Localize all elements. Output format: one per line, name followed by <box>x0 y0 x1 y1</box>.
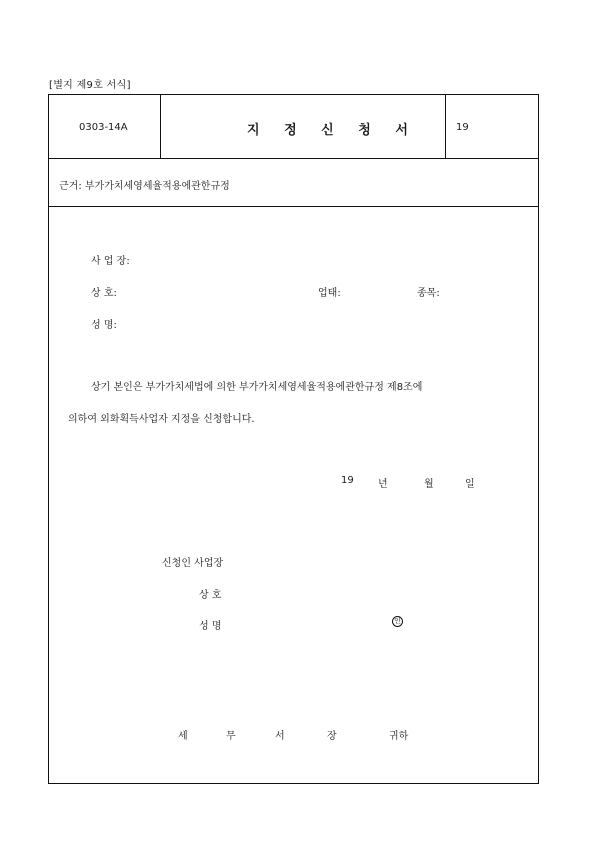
header-divider-right <box>445 95 446 158</box>
date-year-unit: 년 <box>378 479 388 490</box>
trade-name-label: 상 호: <box>91 288 117 299</box>
business-place-label: 사 업 장: <box>91 256 130 267</box>
item-label: 종목: <box>417 288 440 299</box>
recipient-char-2: 무 <box>226 731 236 742</box>
basis-bottom-rule <box>49 206 538 207</box>
application-form <box>48 94 539 784</box>
recipient-honorific: 귀하 <box>389 731 409 742</box>
form-number-label: [별지 제9호 서식] <box>49 80 131 91</box>
applicant-trade-name: 상 호 <box>199 590 222 601</box>
business-type-label: 업태: <box>318 288 341 299</box>
date-month-unit: 월 <box>424 479 434 490</box>
recipient-char-1: 세 <box>178 731 188 742</box>
name-label: 성 명: <box>91 320 117 331</box>
applicant-name: 성 명 <box>199 621 222 632</box>
applicant-business-place: 신청인 사업장 <box>162 558 224 569</box>
legal-basis: 근거: 부가가치세영세율적용에관한규정 <box>59 181 230 192</box>
seal-mark: 인 <box>392 616 403 627</box>
statement-line-1: 상기 본인은 부가가치세법에 의한 부가가치세영세율적용에관한규정 제8조에 <box>91 382 423 393</box>
header-divider-left <box>160 95 161 158</box>
recipient-char-4: 장 <box>327 731 337 742</box>
date-year-prefix: 19 <box>341 475 354 486</box>
form-code: 0303-14A <box>79 122 128 133</box>
date-day-unit: 일 <box>465 479 475 490</box>
header-year-prefix: 19 <box>456 122 469 133</box>
recipient-char-3: 서 <box>275 731 285 742</box>
statement-line-2: 의하여 외화획득사업자 지정을 신청합니다. <box>68 414 255 425</box>
header-bottom-rule <box>49 158 538 159</box>
form-title: 지 정 신 청 서 <box>247 123 418 138</box>
